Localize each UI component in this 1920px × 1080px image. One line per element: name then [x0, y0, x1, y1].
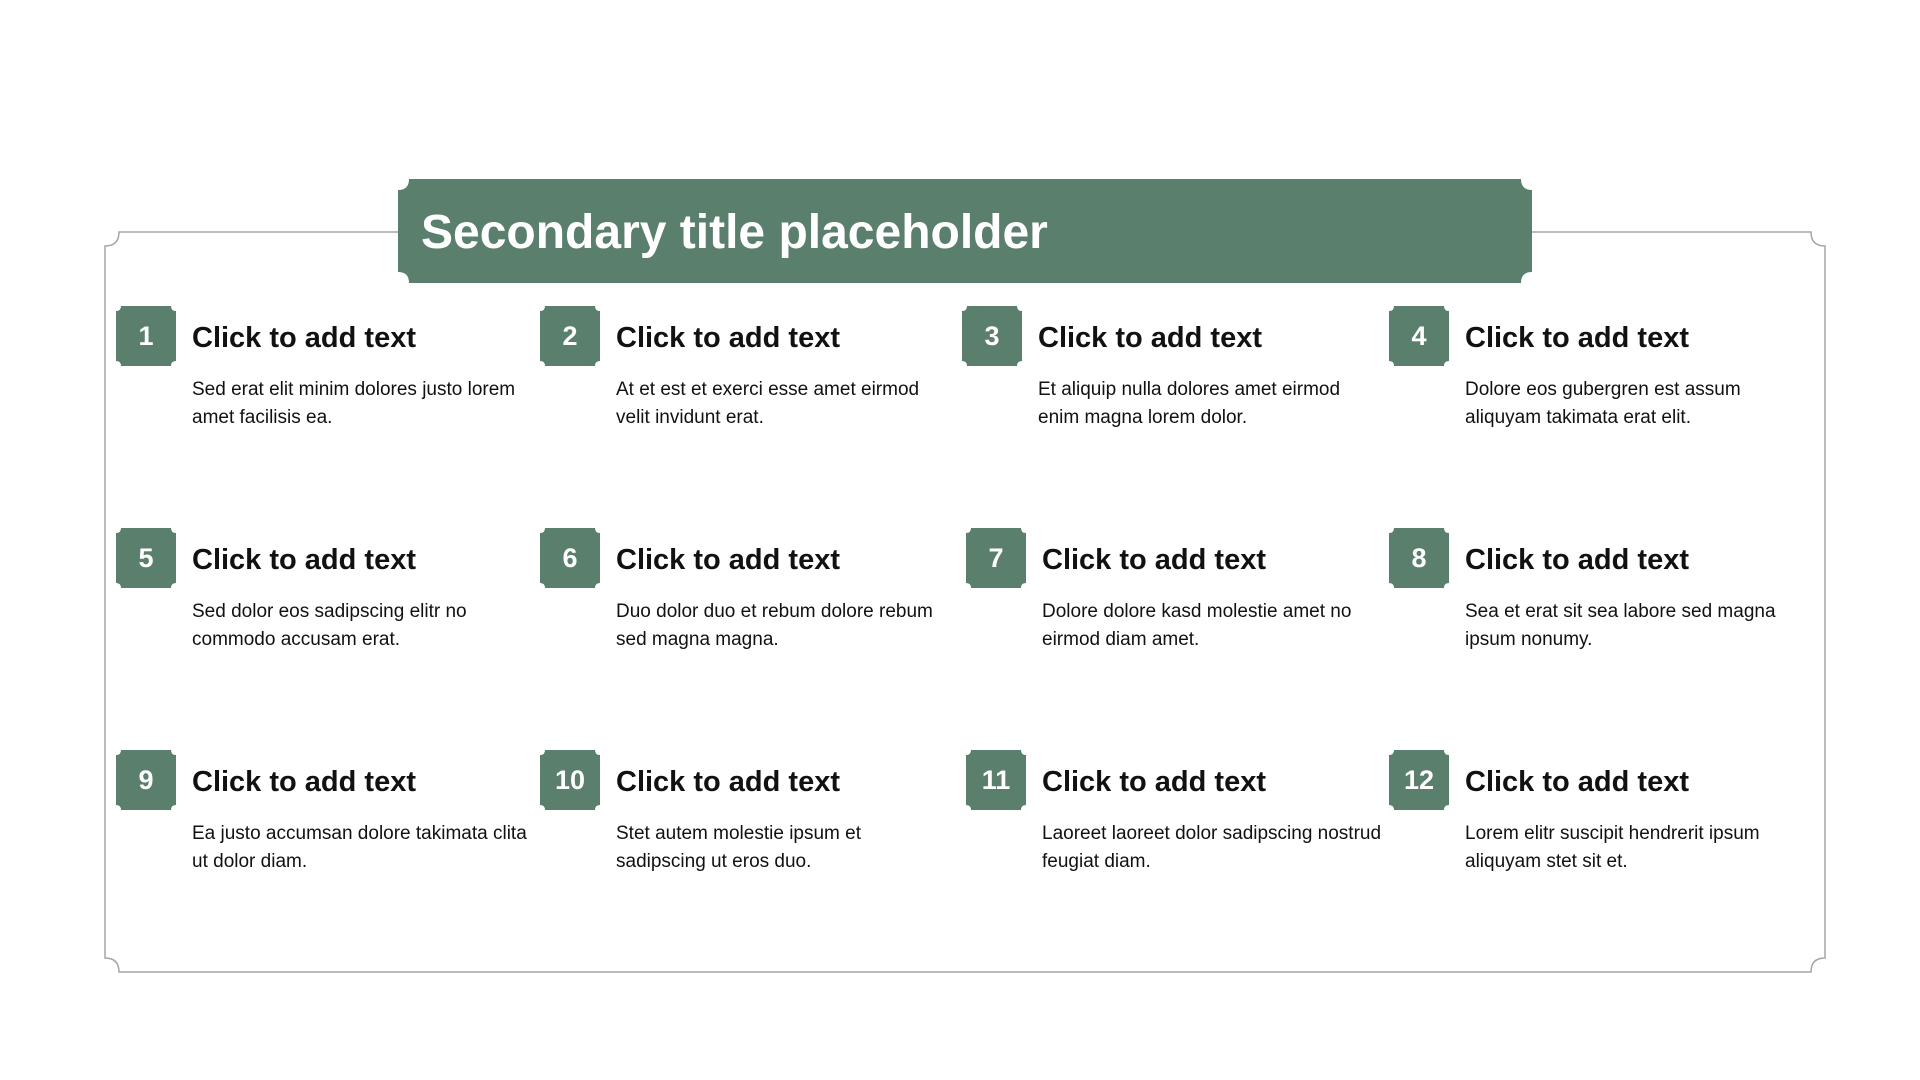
list-item[interactable] [116, 306, 536, 466]
list-item[interactable] [962, 306, 1382, 466]
item-description[interactable]: Laoreet laoreet dolor sadipscing nostrud feugiat diam. [1042, 823, 1382, 872]
item-heading[interactable]: Click to add text [1465, 766, 1689, 798]
item-description[interactable]: Dolore eos gubergren est assum aliquyam takimata erat elit. [1465, 379, 1741, 428]
badge-number: 11 [981, 765, 1011, 795]
badge-number: 7 [988, 543, 1004, 573]
list-item[interactable] [116, 750, 536, 910]
number-badge [540, 750, 600, 810]
number-badge [540, 306, 600, 366]
item-description[interactable]: At et est et exerci esse amet eirmod velit invidunt erat. [616, 379, 920, 428]
list-item[interactable] [116, 528, 536, 688]
item-heading[interactable]: Click to add text [1038, 322, 1262, 354]
badge-number: 12 [1403, 765, 1435, 795]
number-badge [966, 528, 1026, 588]
list-item[interactable] [1389, 306, 1809, 466]
list-item[interactable] [540, 306, 960, 466]
item-heading[interactable]: Click to add text [616, 766, 840, 798]
badge-number: 9 [138, 765, 154, 795]
item-heading[interactable]: Click to add text [1465, 322, 1689, 354]
item-description[interactable]: Dolore dolore kasd molestie amet no eirmod diam amet. [1042, 601, 1352, 650]
number-badge [1389, 306, 1449, 366]
badge-number: 1 [138, 321, 154, 351]
number-badge [116, 528, 176, 588]
badge-number: 3 [984, 321, 1000, 351]
item-heading[interactable]: Click to add text [616, 322, 840, 354]
item-heading[interactable]: Click to add text [1465, 544, 1689, 576]
item-description[interactable]: Et aliquip nulla dolores amet eirmod enim magna lorem dolor. [1038, 379, 1341, 428]
badge-number: 2 [562, 321, 578, 351]
number-badge [962, 306, 1022, 366]
item-description[interactable]: Sea et erat sit sea labore sed magna ipsum nonumy. [1465, 601, 1776, 650]
badge-number: 5 [138, 543, 154, 573]
item-heading[interactable]: Click to add text [616, 544, 840, 576]
item-description[interactable]: Sed erat elit minim dolores justo lorem amet facilisis ea. [192, 379, 516, 428]
item-description[interactable]: Lorem elitr suscipit hendrerit ipsum aliquyam stet sit et. [1465, 823, 1760, 872]
number-badge [540, 528, 600, 588]
badge-number: 8 [1411, 543, 1427, 573]
number-badge [1389, 528, 1449, 588]
item-description[interactable]: Ea justo accumsan dolore takimata clita ut dolor diam. [192, 823, 527, 872]
list-item[interactable] [966, 528, 1386, 688]
item-description[interactable]: Duo dolor duo et rebum dolore rebum sed magna magna. [616, 601, 933, 650]
item-heading[interactable]: Click to add text [1042, 544, 1266, 576]
item-heading[interactable]: Click to add text [192, 322, 416, 354]
badge-number: 6 [562, 543, 578, 573]
badge-number: 4 [1411, 321, 1427, 351]
slide-title[interactable]: Secondary title placeholder [421, 206, 1048, 259]
list-item[interactable] [966, 750, 1386, 910]
list-item[interactable] [540, 750, 960, 910]
number-badge [1389, 750, 1449, 810]
number-badge [116, 306, 176, 366]
item-heading[interactable]: Click to add text [1042, 766, 1266, 798]
list-item[interactable] [540, 528, 960, 688]
number-badge [966, 750, 1026, 810]
list-item[interactable] [1389, 528, 1809, 688]
item-heading[interactable]: Click to add text [192, 766, 416, 798]
badge-number: 10 [554, 765, 586, 795]
list-item[interactable] [1389, 750, 1809, 910]
number-badge [116, 750, 176, 810]
item-description[interactable]: Stet autem molestie ipsum et sadipscing ut eros duo. [616, 823, 861, 872]
item-heading[interactable]: Click to add text [192, 544, 416, 576]
item-description[interactable]: Sed dolor eos sadipscing elitr no commodo accusam erat. [192, 601, 467, 650]
